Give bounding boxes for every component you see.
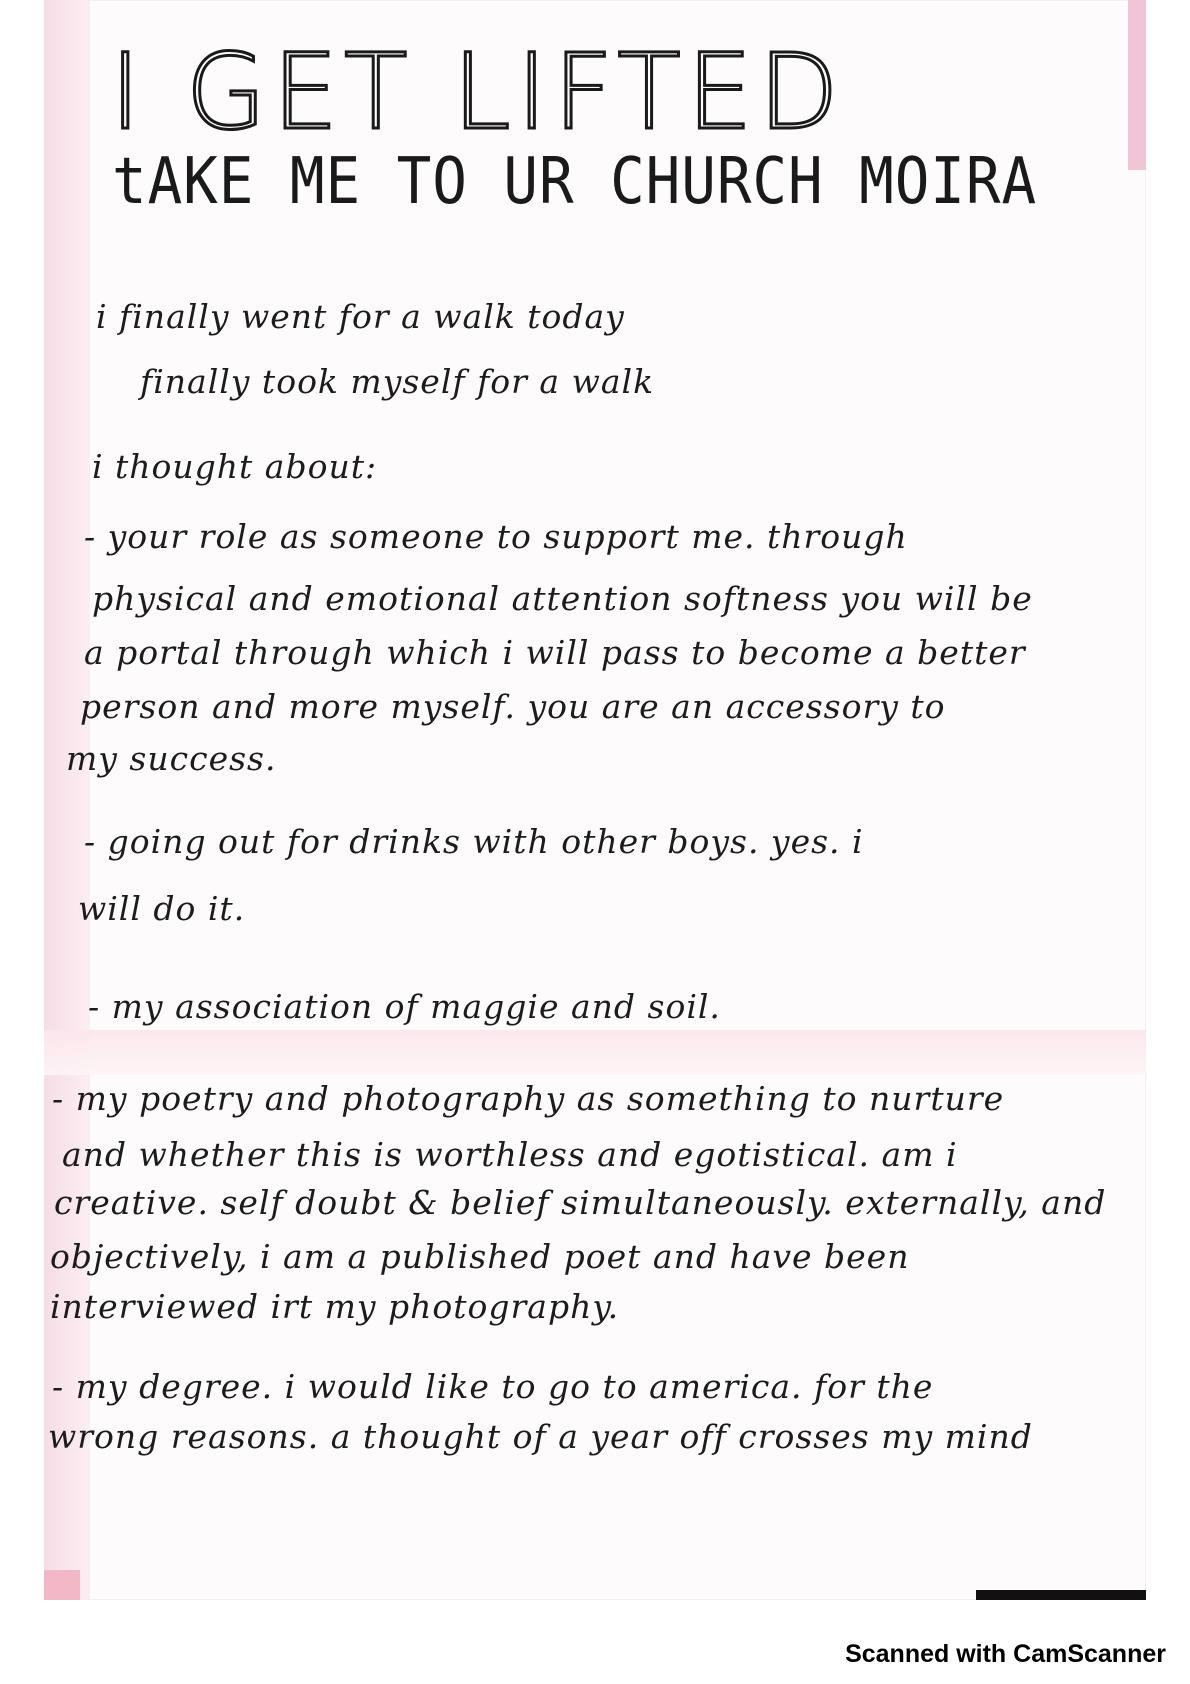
text-line: creative. self doubt & belief simultaneously. externally, and: [54, 1183, 1107, 1222]
text-line: physical and emotional attention softness you will be: [92, 579, 1033, 618]
text-line: - your role as someone to support me. through: [84, 517, 908, 556]
text-line: i thought about:: [92, 447, 378, 486]
page-corner-bottom-right: [976, 1590, 1146, 1600]
text-line: a portal through which i will pass to become a better: [84, 633, 1026, 672]
text-line: my success.: [66, 739, 277, 778]
page-title: I GET LIFTED: [110, 31, 845, 153]
page-subtitle: tAKE ME TO UR CHURCH MOIRA: [112, 145, 1038, 219]
page-edge-right: [1128, 0, 1146, 170]
text-line: and whether this is worthless and egotistical. am i: [62, 1135, 958, 1174]
text-line: will do it.: [78, 889, 246, 928]
text-line: - my association of maggie and soil.: [88, 987, 721, 1026]
text-line: - my poetry and photography as something to nurture: [52, 1079, 1005, 1118]
text-line: - going out for drinks with other boys. yes. i: [84, 822, 864, 861]
page-fold-band: [44, 1030, 1146, 1075]
scanner-watermark: Scanned with CamScanner: [845, 1640, 1166, 1668]
page-edge-left: [44, 0, 90, 1600]
text-line: person and more myself. you are an accessory to: [80, 687, 946, 726]
text-line: wrong reasons. a thought of a year off crosses my mind: [48, 1417, 1033, 1456]
scanned-page: [44, 0, 1146, 1600]
page-corner-bottom-left: [44, 1570, 80, 1600]
text-line: - my degree. i would like to go to america. for the: [52, 1367, 934, 1406]
text-line: finally took myself for a walk: [140, 362, 655, 401]
text-line: i finally went for a walk today: [96, 297, 625, 336]
text-line: interviewed irt my photography.: [50, 1287, 620, 1326]
text-line: objectively, i am a published poet and have been: [50, 1237, 910, 1276]
